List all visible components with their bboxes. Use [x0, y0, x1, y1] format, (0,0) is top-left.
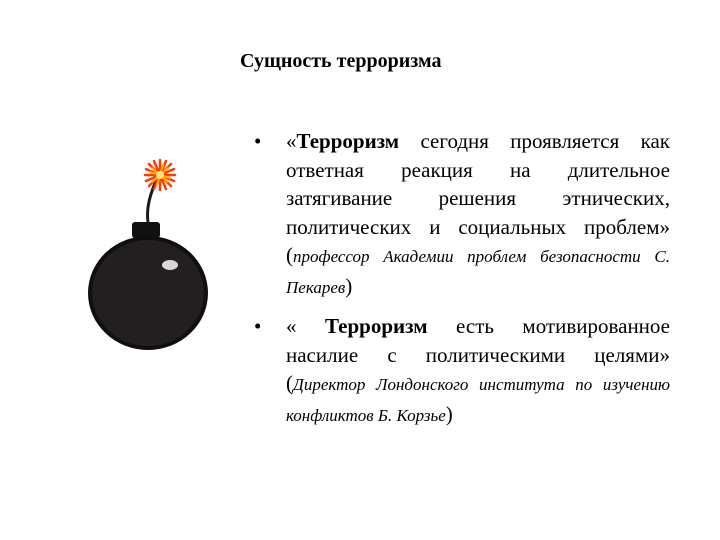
quote-text: сегодня проявляется как ответная реакция на длительное затягивание решения этнических, политических и социальных проблем»: [286, 129, 670, 239]
bullet-item: [250, 312, 670, 430]
bomb-icon: [80, 150, 220, 350]
bullet-marker: •: [254, 314, 262, 338]
citation: Директор Лондонского института по изучению конфликтов Б. Корзье: [286, 375, 670, 425]
bullet-item: [250, 127, 670, 302]
term: Терроризм: [296, 129, 400, 153]
bullet-marker: •: [254, 129, 262, 153]
quote-text: есть мотивированное насилие с политическими целями»: [286, 314, 670, 367]
paren-open: (: [286, 243, 293, 267]
bullet-list: [250, 127, 670, 430]
citation: профессор Академии проблем безопасности С. Пекарев: [286, 247, 670, 297]
open-quote: «: [286, 129, 297, 153]
term: Терроризм: [324, 314, 428, 338]
slide-title: Сущность терроризма: [240, 50, 442, 72]
open-quote: «: [286, 314, 325, 338]
paren-close: ): [445, 401, 453, 426]
paren-close: ): [345, 273, 353, 298]
paren-open: (: [286, 371, 293, 395]
